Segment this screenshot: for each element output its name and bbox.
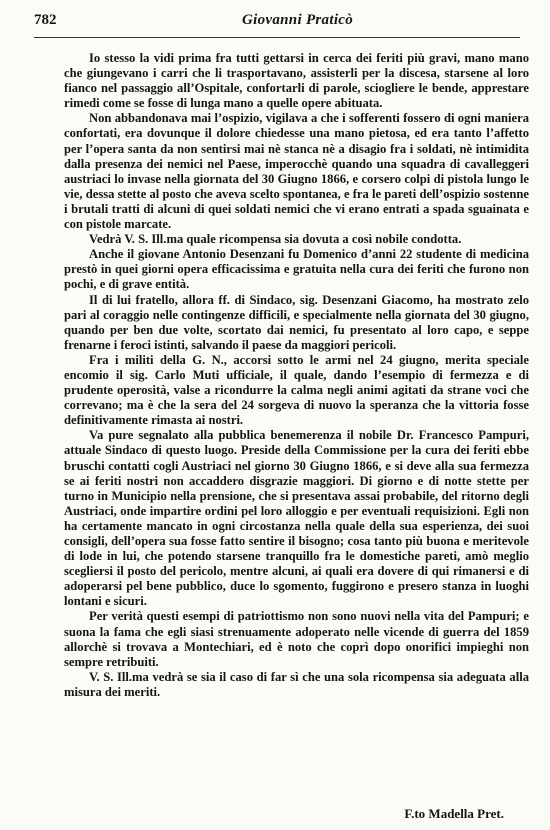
main-text <box>64 51 529 700</box>
page-header <box>34 12 520 34</box>
paragraph: Va pure segnalato alla pubblica benemerenza il nobile Dr. Francesco Pampuri, attuale Sindaco di questo luogo. Preside della Commissione per la cura dei feriti ebbe bruschi contatti cogli Austriaci nel giorno 30 Giugno 1866, e si deve alla sua fermezza se ai feriti nostri non accaddero disgrazie maggiori. Di giorno e di notte stette per turno in Municipio nella prensione, che si presentava assai probabile, del ritorno degli Austriaci, onde impartire ordini pel loro alloggio e per eventuali requisizioni. Egli non ha certamente mancato in ogni circostanza nella quale della sua esperienza, dei suoi consigli, dell’opera sua fosse fatto sentire il bisogno; cosa tanto più buona e meritevole di lode in lui, che potendo starsene tranquillo fra le domestiche pareti, amò meglio scegliersi il posto del pericolo, mentre alcuni, ai quali era dovere di qui rimanersi e di adoperarsi pel bene pubblico, duce lo sgomento, fuggirono e presero stanza in luoghi lontani e sicuri. <box>64 428 529 609</box>
paragraph: Il di lui fratello, allora ff. di Sindaco, sig. Desenzani Giacomo, ha mostrato zelo pari al coraggio nelle contingenze difficili, e specialmente nella giornata del 30 giugno, quando per ben due volte, scortato dai nemici, fu presentato al loro capo, e seppe frenarne i feroci istinti, salvando il paese da maggiori pericoli. <box>64 292 529 352</box>
paragraph: Vedrà V. S. Ill.ma quale ricompensa sia dovuta a così nobile condotta. <box>89 232 462 247</box>
signature: F.to Madella Pret. <box>404 806 504 821</box>
header-rule <box>34 37 520 38</box>
paragraph: V. S. Ill.ma vedrà se sia il caso di far sì che una sola ricompensa sia adeguata alla misura dei meriti. <box>64 669 529 699</box>
running-title: Giovanni Praticò <box>242 12 354 28</box>
paragraph: Fra i militi della G. N., accorsi sotto le armi nel 24 giugno, merita speciale encomio il sig. Carlo Muti ufficiale, il quale, dando l’esempio di fermezza e di prudente operosità, valse a ricondurre la calma negli animi agitati da strane voci che correvano; ma è che la sera del 24 sorgeva di nuovo la speranza che la vittoria fosse definitivamente rimasta ai nostri. <box>64 352 529 428</box>
paragraph: Per verità questi esempi di patriottismo non sono nuovi nella vita del Pampuri; e suona la fama che egli siasi strenuamente adoperato nelle vicende di guerra del 1859 allorchè si trovava a Montechiari, ed è noto che coprì dopo onorifici impieghi non sempre retribuiti. <box>64 609 529 669</box>
page-number: 782 <box>34 12 57 28</box>
paragraph: Io stesso la vidi prima fra tutti gettarsi in cerca dei feriti più gravi, mano mano che giungevano i carri che li trasportavano, assisterli per la discesa, starsene al loro fianco nel passaggio all’Ospitale, confortarli di parole, sciogliere le bende, apprestare rimedi come se fosse di lunga mano a quelle opere abituata. <box>64 51 529 111</box>
paragraph: Anche il giovane Antonio Desenzani fu Domenico d’anni 22 studente di medicina prestò in quei giorni opera efficacissima e gratuita nella cura dei feriti che furono non pochi, e di grave entità. <box>64 247 529 292</box>
paragraph: Non abbandonava mai l’ospizio, vigilava a che i sofferenti fossero di ogni maniera confortati, era dovunque il dolore chiedesse una mano pietosa, ed era tanto l’affetto per l’opera santa da non sentirsi mai nè stanca nè a disagio fra i soldati, nè intimidita dalla presenza dei nemici nel Paese, imperocchè quando una squadra di cavalleggeri austriaci lo invase nella giornata del 30 Giugno 1866, e corsero colpi di pistola lungo le vie, dessa stette al posto che aveva scelto spontanea, e fra le pareti dell’ospizio sostenne i brutali tratti di alcuni di quei soldati nemici che vi erano entrati a spada sguainata e con pistole marcate. <box>64 111 529 232</box>
